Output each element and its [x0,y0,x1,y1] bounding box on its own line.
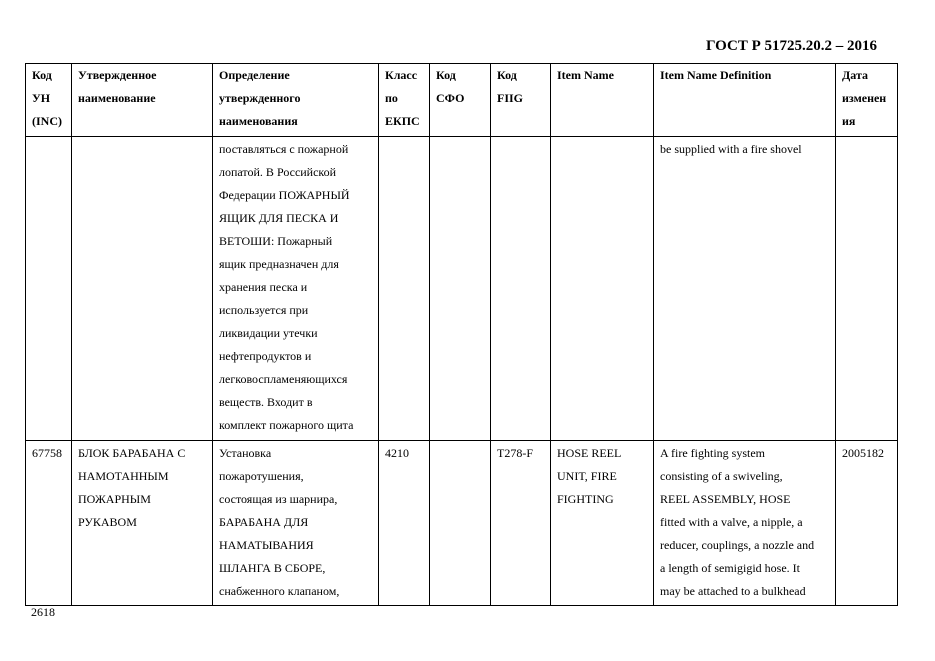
cell-fiig: T278-F [491,441,551,606]
header-date: Дата изменен ия [836,64,898,137]
header-class: Класс по ЕКПС [379,64,430,137]
cell-sfo [430,441,491,606]
header-item-name: Item Name [551,64,654,137]
cell-item-name-definition: be supplied with a fire shovel [654,137,836,441]
table-header-row [26,64,898,137]
cell-class [379,137,430,441]
header-sfo: Код СФО [430,64,491,137]
header-fiig: Код FIIG [491,64,551,137]
cell-sfo [430,137,491,441]
cell-date: 2005182 [836,441,898,606]
header-approved-name: Утвержденное наименование [72,64,213,137]
table-row [26,441,898,606]
cell-fiig [491,137,551,441]
cell-item-name-definition: A fire fighting system consisting of a swiveling, REEL ASSEMBLY, HOSE fitted with a valve, a nipple, a reducer, couplings, a nozzle and a length of semigigid hose. It may be attached to a bulkhead [654,441,836,606]
cell-class: 4210 [379,441,430,606]
cell-approved-name [72,137,213,441]
cell-inc [26,137,72,441]
table-row [26,137,898,441]
header-item-name-definition: Item Name Definition [654,64,836,137]
cell-date [836,137,898,441]
registry-table [25,63,898,606]
header-definition: Определение утвержденного наименования [213,64,379,137]
cell-definition: поставляться с пожарной лопатой. В Российской Федерации ПОЖАРНЫЙ ЯЩИК ДЛЯ ПЕСКА И ВЕТОШИ: Пожарный ящик предназначен для хранения песка и используется при ликвидации утечки нефтепродуктов и легковоспламеняющихся веществ. Входит в комплект пожарного щита [213,137,379,441]
cell-item-name: HOSE REEL UNIT, FIRE FIGHTING [551,441,654,606]
cell-approved-name: БЛОК БАРАБАНА С НАМОТАННЫМ ПОЖАРНЫМ РУКАВОМ [72,441,213,606]
cell-definition: Установка пожаротушения, состоящая из шарнира, БАРАБАНА ДЛЯ НАМАТЫВАНИЯ ШЛАНГА В СБОРЕ, снабженного клапаном, [213,441,379,606]
header-inc: Код УН (INC) [26,64,72,137]
standard-code: ГОСТ Р 51725.20.2 – 2016 [706,38,878,54]
cell-inc: 67758 [26,441,72,606]
page-number: 2618 [31,605,55,619]
cell-item-name [551,137,654,441]
